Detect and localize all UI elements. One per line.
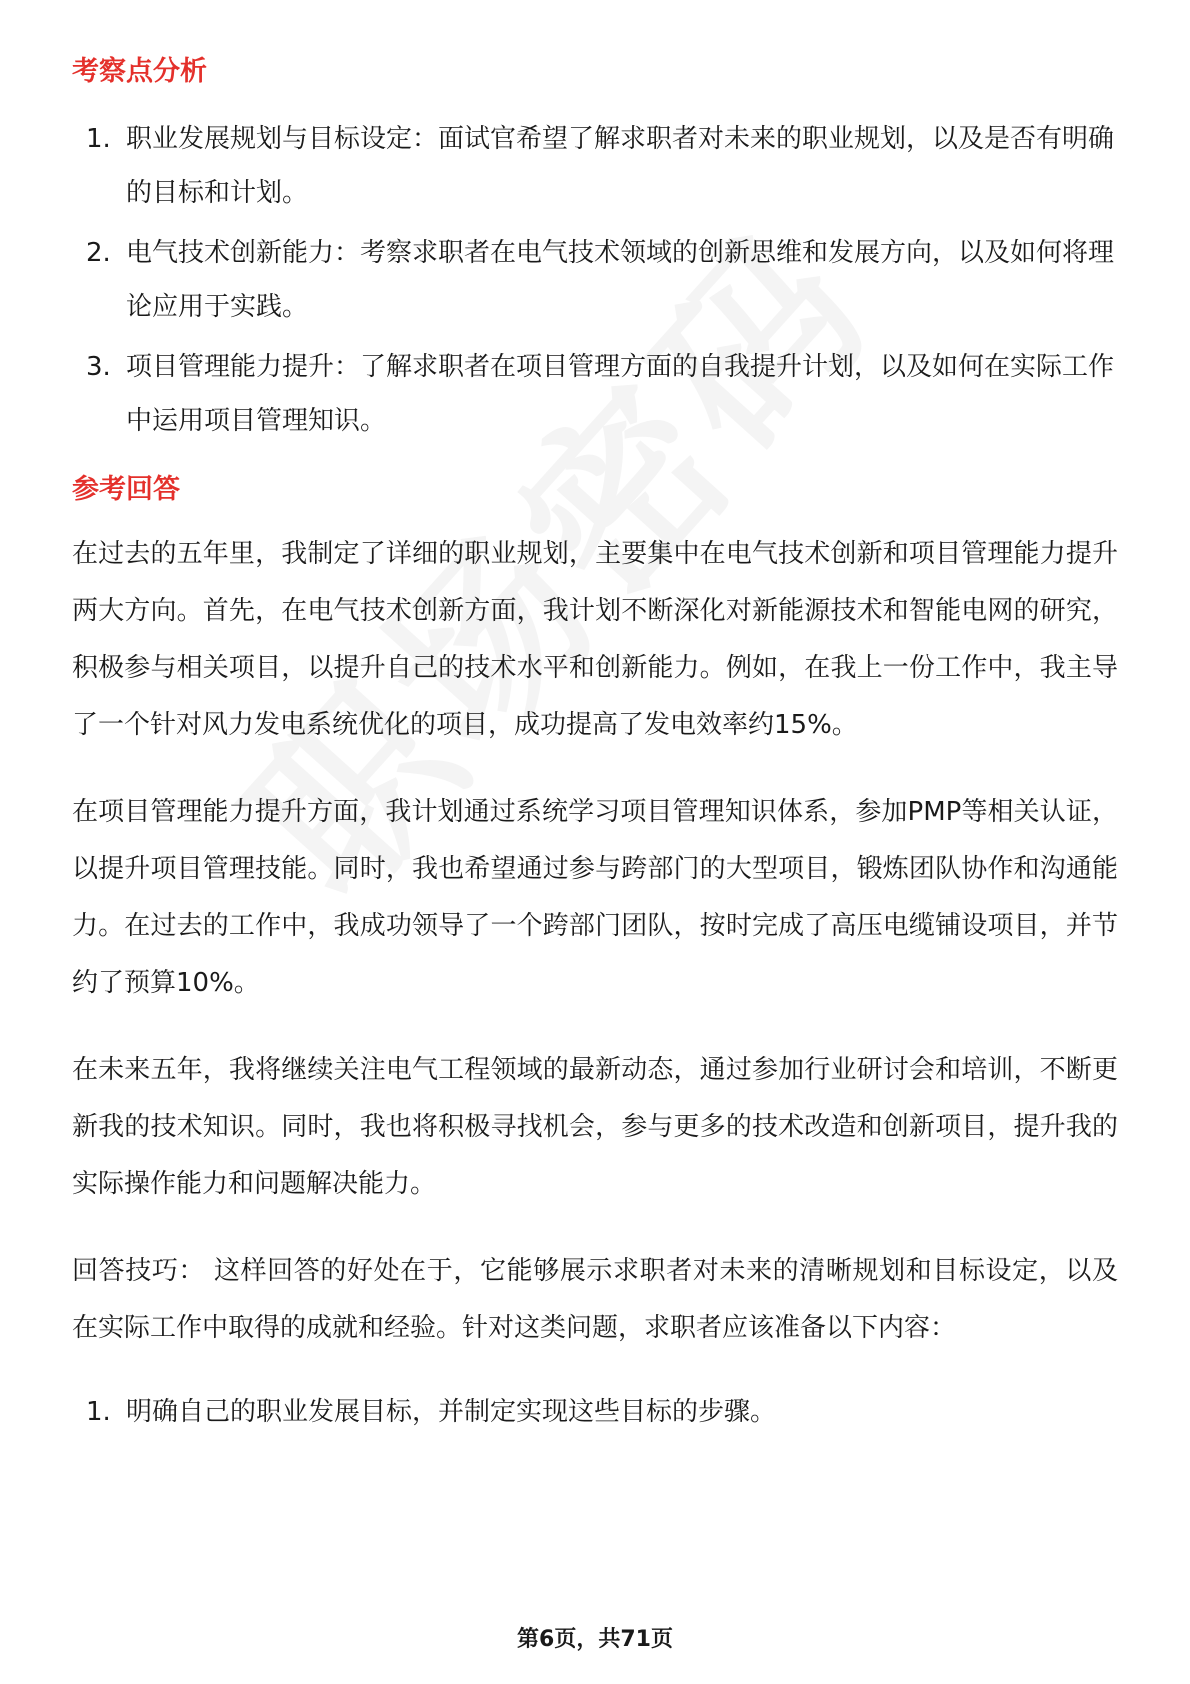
answer-paragraph: 在未来五年，我将继续关注电气工程领域的最新动态，通过参加行业研讨会和培训，不断更新我的技术知识。同时，我也将积极寻找机会，参与更多的技术改造和创新项目，提升我的实际操作能力和问题解决能力。 (72, 1055, 1118, 1199)
answer-paragraph: 在项目管理能力提升方面，我计划通过系统学习项目管理知识体系，参加PMP等相关认证，以提升项目管理技能。同时，我也希望通过参与跨部门的大型项目，锻炼团队协作和沟通能力。在过去的工作中，我成功领导了一个跨部门团队，按时完成了高压电缆铺设项目，并节约了预算10%。 (72, 797, 1118, 998)
list-number: 2. (86, 238, 111, 268)
list-item-text: 职业发展规划与目标设定：面试官希望了解求职者对未来的职业规划，以及是否有明确的目标和计划。 (126, 124, 1115, 208)
list-item-text: 电气技术创新能力：考察求职者在电气技术领域的创新思维和发展方向，以及如何将理论应用于实践。 (126, 238, 1115, 322)
list-item-text: 项目管理能力提升：了解求职者在项目管理方面的自我提升计划，以及如何在实际工作中运用项目管理知识。 (126, 352, 1115, 436)
section-title-reference-answer: 参考回答 (72, 474, 180, 505)
list-number: 1. (86, 1397, 111, 1427)
analysis-list (72, 112, 1118, 448)
answer-tips-paragraph: 回答技巧： 这样回答的好处在于，它能够展示求职者对未来的清晰规划和目标设定，以及在实际工作中取得的成就和经验。针对这类问题，求职者应该准备以下内容： (72, 1256, 1118, 1343)
page-number: 第6页，共71页 (517, 1627, 673, 1652)
list-item (72, 1385, 1118, 1439)
list-item-text: 明确自己的职业发展目标，并制定实现这些目标的步骤。 (126, 1397, 777, 1427)
list-number: 3. (86, 352, 111, 382)
document-body (72, 48, 1118, 1439)
list-item (72, 112, 1118, 220)
tips-list (72, 1385, 1118, 1439)
list-item (72, 226, 1118, 334)
list-item (72, 340, 1118, 448)
section-title-analysis: 考察点分析 (72, 56, 207, 87)
list-number: 1. (86, 124, 111, 154)
answer-paragraph: 在过去的五年里，我制定了详细的职业规划，主要集中在电气技术创新和项目管理能力提升两大方向。首先，在电气技术创新方面，我计划不断深化对新能源技术和智能电网的研究，积极参与相关项目，以提升自己的技术水平和创新能力。例如，在我上一份工作中，我主导了一个针对风力发电系统优化的项目，成功提高了发电效率约15%。 (72, 539, 1118, 740)
